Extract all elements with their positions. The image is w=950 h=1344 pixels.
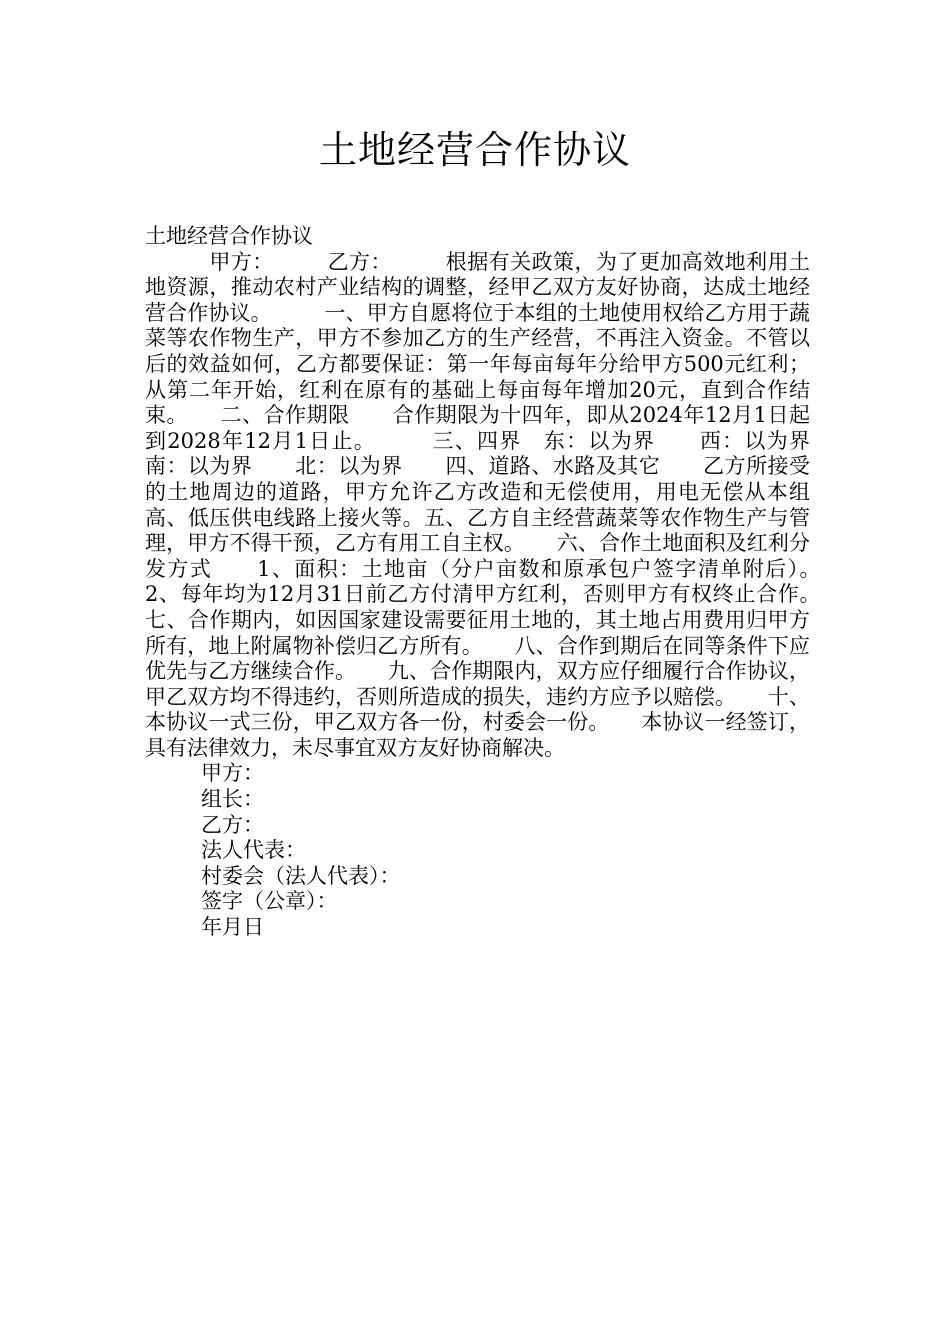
signature-seal: 签字（公章）：: [201, 889, 338, 914]
signature-party-b: 乙方：: [201, 812, 264, 837]
signature-date: 年月日: [201, 915, 264, 940]
signature-group-leader: 组长：: [201, 787, 264, 812]
document-title: 土地经营合作协议: [318, 128, 631, 172]
signature-block: [145, 761, 810, 940]
document-subtitle: 土地经营合作协议: [145, 224, 313, 248]
agreement-paragraph: 甲方： 乙方： 根据有关政策，为了更加高效地利用土地资源，推动农村产业结构的调整，经甲乙双方友好协商，达成土地经营合作协议。 一、甲方自愿将位于本组的土地使用权给乙方用于蔬菜等农作物生产，甲方不参加乙方的生产经营，不再注入资金。不管以后的效益如何，乙方都要保证：第一年每亩每年分给甲方500元红利；从第二年开始，红利在原有的基础上每亩每年增加20元，直到合作结束。 二、合作期限 合作期限为十四年，即从2024年12月1日起到2028年12月1日止。 三、四界 东：以为界 西：以为界 南：以为界 北：以为界 四、道路、水路及其它 乙方所接受的土地周边的道路，甲方允许乙方改造和无偿使用，用电无偿从本组高、低压供电线路上接火等。五、乙方自主经营蔬菜等农作物生产与管理，甲方不得干预，乙方有用工自主权。 六、合作土地面积及红利分发方式 1、面积：土地亩（分户亩数和原承包户签字清单附后）。 2、每年均为12月31日前乙方付清甲方红利，否则甲方有权终止合作。 七、合作期内，如因国家建设需要征用土地的，其土地占用费用归甲方所有，地上附属物补偿归乙方所有。 八、合作到期后在同等条件下应优先与乙方继续合作。 九、合作期限内，双方应仔细履行合作协议，甲乙双方均不得违约，否则所造成的损失，违约方应予以赔偿。 十、本协议一式三份，甲乙双方各一份，村委会一份。 本协议一经签订，具有法律效力，未尽事宜双方友好协商解决。: [145, 249, 852, 760]
signature-party-a: 甲方：: [201, 761, 264, 786]
signature-legal-rep: 法人代表：: [201, 838, 306, 863]
document-body: [145, 224, 852, 941]
signature-village-committee: 村委会（法人代表）：: [201, 863, 401, 888]
